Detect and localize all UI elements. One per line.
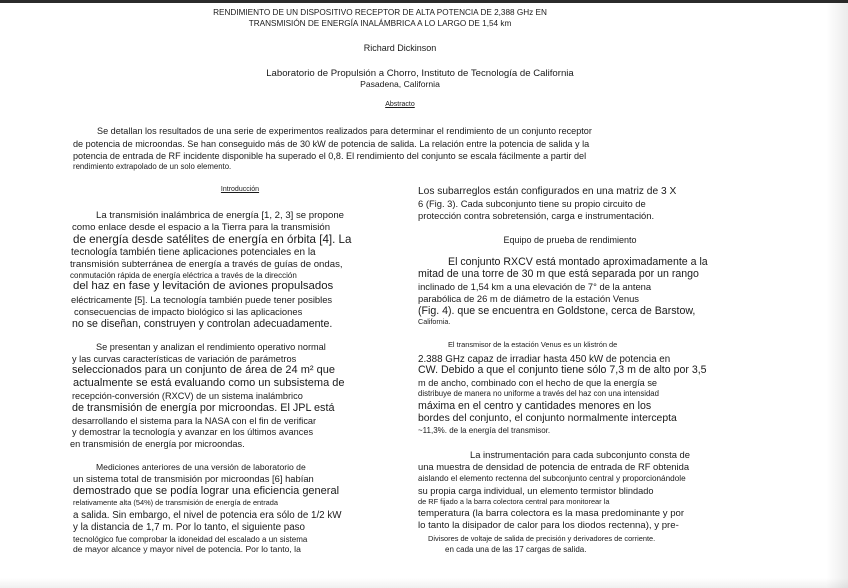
left-p2-line: seleccionados para un conjunto de área de 24 m² que bbox=[72, 364, 335, 376]
right-p3-line: ~11,3%. de la energía del transmisor. bbox=[418, 426, 551, 435]
left-p2-line: actualmente se está evaluando como un subsistema de bbox=[73, 377, 345, 389]
affiliation-line-2: Pasadena, California bbox=[360, 79, 440, 89]
right-p2-line: parabólica de 26 m de diámetro de la estación Venus bbox=[418, 293, 639, 304]
left-p1-line: conmutación rápida de energía eléctrica a través de la dirección bbox=[70, 271, 297, 280]
left-p2-line: y demostrar la tecnología y avanzar en los últimos avances bbox=[72, 427, 314, 437]
left-p2-line: de transmisión de energía por microondas. El JPL está bbox=[72, 402, 335, 414]
right-p4-line: Divisores de voltaje de salida de precisión y derivadores de corriente. bbox=[428, 534, 656, 543]
right-p2-line: mitad de una torre de 30 m que está separada por un rango bbox=[418, 268, 699, 280]
left-p3-line: Mediciones anteriores de una versión de laboratorio de bbox=[96, 462, 306, 472]
right-p4-line: una muestra de densidad de potencia de entrada de RF obtenida bbox=[418, 461, 690, 472]
right-p4-line: aislando el elemento rectenna del subconjunto central y proporcionándole bbox=[418, 474, 686, 483]
right-p4-line: su propia carga individual, un elemento termistor blindado bbox=[418, 486, 654, 496]
right-p3-line: m de ancho, combinado con el hecho de que la energía se bbox=[418, 378, 658, 388]
left-p1-line: eléctricamente [5]. La tecnología también puede tener posibles bbox=[71, 294, 333, 305]
right-p4-line: temperatura (la barra colectora es la masa predominante y por bbox=[418, 508, 685, 519]
right-p4-line: de RF fijado a la barra colectora central para monitorear la bbox=[418, 497, 610, 506]
abstract-line: rendimiento extrapolado de un solo elemento. bbox=[73, 162, 232, 171]
right-p2-line: California. bbox=[418, 317, 451, 326]
right-p3-line: distribuye de manera no uniforme a través del haz con una intensidad bbox=[418, 389, 659, 398]
window-top-edge bbox=[0, 0, 848, 3]
right-p3-line: bordes del conjunto, el conjunto normalmente intercepta bbox=[418, 413, 677, 424]
left-p1-line: consecuencias de impacto biológico si las aplicaciones bbox=[74, 306, 303, 317]
left-p1-line: como enlace desde el espacio a la Tierra para la transmisión bbox=[72, 222, 331, 233]
right-p1-line: 6 (Fig. 3). Cada subconjunto tiene su propio circuito de bbox=[418, 198, 646, 209]
abstract-heading: Abstracto bbox=[385, 101, 415, 108]
section-heading-introduccion: Introducción bbox=[220, 186, 260, 193]
left-p3-line: de mayor alcance y mayor nivel de potencia. Por lo tanto, la bbox=[73, 544, 301, 554]
page-bottom-shadow bbox=[0, 578, 848, 588]
left-p1-line: La transmisión inalámbrica de energía [1, 2, 3] se propone bbox=[96, 210, 344, 221]
right-p2-line: El conjunto RXCV está montado aproximadamente a la bbox=[448, 256, 708, 268]
abstract-line: Se detallan los resultados de una serie de experimentos realizados para determinar el rendimiento de un conjunto receptor bbox=[97, 126, 592, 136]
page-edge-shadow bbox=[826, 0, 848, 588]
section-heading-equipo: Equipo de prueba de rendimiento bbox=[503, 235, 637, 245]
left-p1-line: tecnología también tiene aplicaciones potenciales en la bbox=[71, 247, 316, 258]
author-name: Richard Dickinson bbox=[363, 43, 437, 53]
left-p2-line: desarrollando el sistema para la NASA con el fin de verificar bbox=[72, 416, 317, 426]
paper-title-line-2: TRANSMISIÓN DE ENERGÍA INALÁMBRICA A LO LARGO DE 1,54 km bbox=[248, 19, 512, 28]
left-p2-line: recepción-conversión (RXCV) de un sistema inalámbrico bbox=[72, 391, 303, 401]
right-p4-line: lo tanto la disipador de calor para los diodos rectenna), y pre- bbox=[418, 520, 679, 531]
left-p3-line: demostrado que se podía lograr una eficiencia general bbox=[73, 485, 340, 497]
left-p1-line: del haz en fase y levitación de aviones propulsados bbox=[73, 280, 334, 292]
right-p3-line: CW. Debido a que el conjunto tiene sólo 7,3 m de alto por 3,5 bbox=[418, 364, 707, 376]
left-p3-line: relativamente alta (54%) de transmisión de energía de entrada bbox=[73, 498, 279, 507]
affiliation-line-1: Laboratorio de Propulsión a Chorro, Instituto de Tecnología de California bbox=[266, 68, 574, 79]
abstract-line: de potencia de microondas. Se han conseguido más de 30 kW de potencia de salida. La relación entre la potencia de salida y la bbox=[73, 139, 590, 149]
right-p1-line: protección contra sobretensión, carga e instrumentación. bbox=[418, 210, 655, 221]
left-p2-line: y las curvas características de variación de parámetros bbox=[72, 354, 297, 364]
left-p2-line: Se presentan y analizan el rendimiento operativo normal bbox=[96, 342, 326, 352]
left-p1-line: transmisión subterránea de energía a través de guías de ondas, bbox=[70, 259, 343, 270]
left-p3-line: un sistema total de transmisión por microondas [6] habían bbox=[73, 473, 314, 484]
right-p2-line: inclinado de 1,54 km a una elevación de 7° de la antena bbox=[418, 281, 652, 292]
left-p3-line: a salida. Sin embargo, el nivel de potencia era sólo de 1/2 kW bbox=[73, 510, 342, 521]
abstract-line: potencia de entrada de RF incidente disponible ha superado el 0,8. El rendimiento del conjunto se escala fácilmente a partir del bbox=[73, 151, 587, 161]
right-p4-line: La instrumentación para cada subconjunto consta de bbox=[470, 449, 690, 460]
right-p3-line: 2.388 GHz capaz de irradiar hasta 450 kW de potencia en bbox=[418, 354, 671, 365]
right-p2-line: (Fig. 4). que se encuentra en Goldstone, cerca de Barstow, bbox=[418, 305, 696, 317]
left-p3-line: y la distancia de 1,7 m. Por lo tanto, el siguiente paso bbox=[73, 522, 305, 533]
right-p4-line: en cada una de las 17 cargas de salida. bbox=[445, 545, 587, 554]
left-p3-line: tecnológico fue comprobar la idoneidad del escalado a un sistema bbox=[73, 535, 308, 544]
left-p1-line: no se diseñan, construyen y controlan adecuadamente. bbox=[72, 318, 333, 330]
left-p1-line: de energía desde satélites de energía en órbita [4]. La bbox=[73, 233, 352, 246]
right-p3-line: El transmisor de la estación Venus es un klistrón de bbox=[448, 340, 618, 349]
right-p1-line: Los subarreglos están configurados en una matriz de 3 X bbox=[418, 186, 677, 197]
paper-title-line-1: RENDIMIENTO DE UN DISPOSITIVO RECEPTOR DE ALTA POTENCIA DE 2,388 GHz EN bbox=[213, 8, 547, 17]
left-p2-line: en transmisión de energía por microondas. bbox=[70, 439, 245, 449]
right-p3-line: máxima en el centro y cantidades menores en los bbox=[418, 400, 652, 412]
